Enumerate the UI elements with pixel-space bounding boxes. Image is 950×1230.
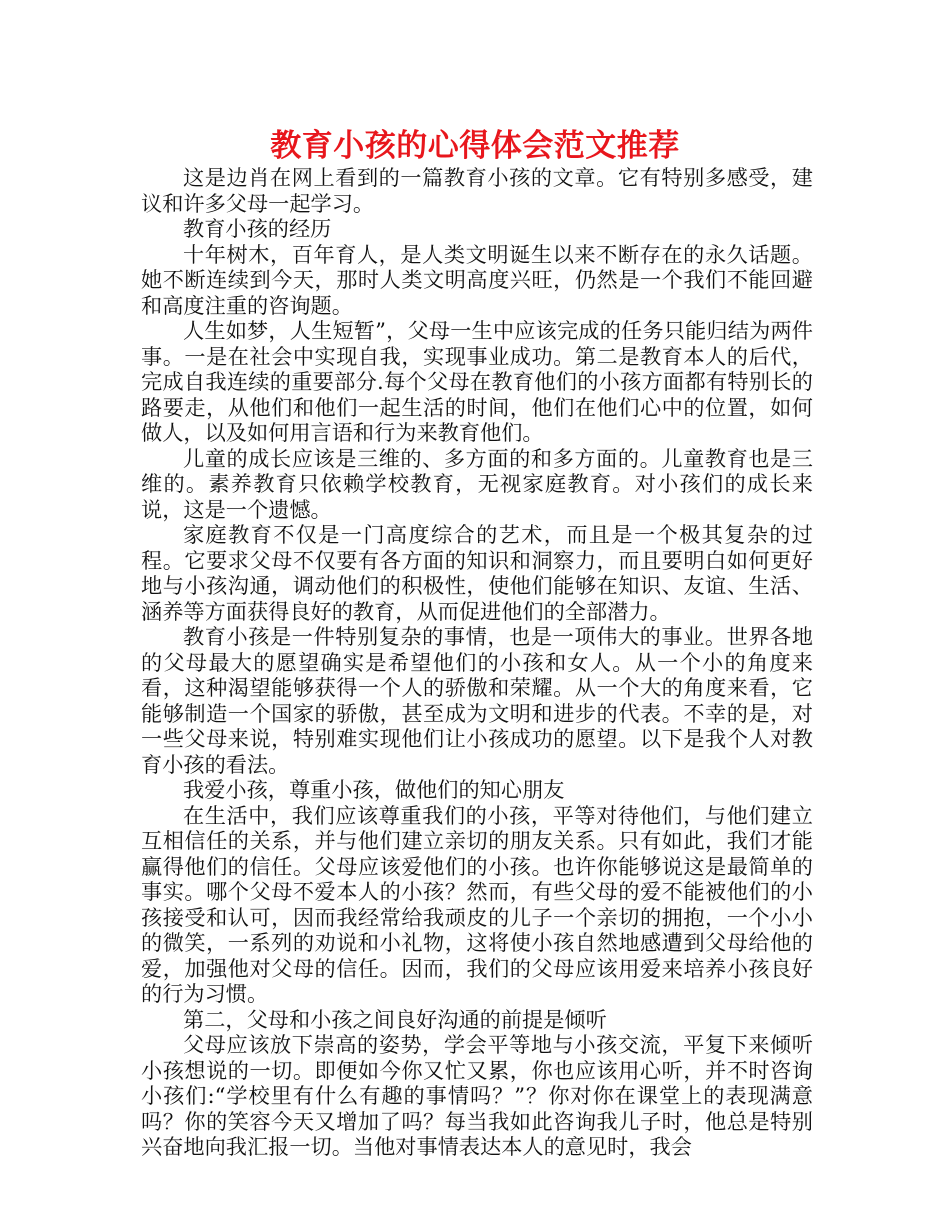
- paragraph: 教育小孩的经历: [183, 216, 332, 241]
- document-title: 教育小孩的心得体会范文推荐: [270, 128, 680, 164]
- paragraph: 儿童的成长应该是三维的、多方面的和多方面的。儿童教育也是三维的。素养教育只依赖学校教育，无视家庭教育。对小孩们的成长来说，这是一个遗憾。: [141, 445, 813, 522]
- paragraph: 教育小孩是一件特别复杂的事情，也是一项伟大的事业。世界各地的父母最大的愿望确实是希望他们的小孩和女人。从一个小的角度来看，这种渴望能够获得一个人的骄傲和荣耀。从一个大的角度来看，它能够制造一个国家的骄傲，甚至成为文明和进步的代表。不幸的是，对一些父母来说，特别难实现他们让小孩成功的愿望。以下是我个人对教育小孩的看法。: [141, 624, 813, 777]
- paragraph: 人生如梦，人生短暂”，父母一生中应该完成的任务只能归结为两件事。一是在社会中实现自我，实现事业成功。第二是教育本人的后代，完成自我连续的重要部分.每个父母在教育他们的小孩方面都有特别长的路要走，从他们和他们一起生活的时间，他们在他们心中的位置，如何做人，以及如何用言语和行为来教育他们。: [141, 318, 813, 445]
- paragraph: 我爱小孩，尊重小孩，做他们的知心朋友: [183, 777, 565, 802]
- paragraph: 第二，父母和小孩之间良好沟通的前提是倾听: [183, 1006, 607, 1032]
- paragraph: 父母应该放下崇高的姿势，学会平等地与小孩交流，平复下来倾听小孩想说的一切。即便如今你又忙又累，你也应该用心听，并不时咨询小孩们:“学校里有什么有趣的事情吗？”？你对你在课堂上的表现满意吗？你的笑容今天又增加了吗？每当我如此咨询我儿子时，他总是特别兴奋地向我汇报一切。当他对事情表达本人的意见时，我会: [141, 1032, 813, 1159]
- paragraph: 这是边肖在网上看到的一篇教育小孩的文章。它有特别多感受，建议和许多父母一起学习。: [141, 165, 813, 216]
- document-body: [141, 165, 813, 1160]
- paragraph: 家庭教育不仅是一门高度综合的艺术，而且是一个极其复杂的过程。它要求父母不仅要有各方面的知识和洞察力，而且要明白如何更好地与小孩沟通，调动他们的积极性，使他们能够在知识、友谊、生活、涵养等方面获得良好的教育，从而促进他们的全部潜力。: [141, 522, 813, 624]
- paragraph: 在生活中，我们应该尊重我们的小孩，平等对待他们，与他们建立互相信任的关系，并与他们建立亲切的朋友关系。只有如此，我们才能赢得他们的信任。父母应该爱他们的小孩。也许你能够说这是最简单的事实。哪个父母不爱本人的小孩？然而，有些父母的爱不能被他们的小孩接受和认可，因而我经常给我顽皮的儿子一个亲切的拥抱，一个小小的微笑，一系列的劝说和小礼物，这将使小孩自然地感遭到父母给他的爱，加强他对父母的信任。因而，我们的父母应该用爱来培养小孩良好的行为习惯。: [141, 802, 813, 1006]
- paragraph: 十年树木，百年育人，是人类文明诞生以来不断存在的永久话题。她不断连续到今天，那时人类文明高度兴旺，仍然是一个我们不能回避和高度注重的咨询题。: [141, 241, 813, 318]
